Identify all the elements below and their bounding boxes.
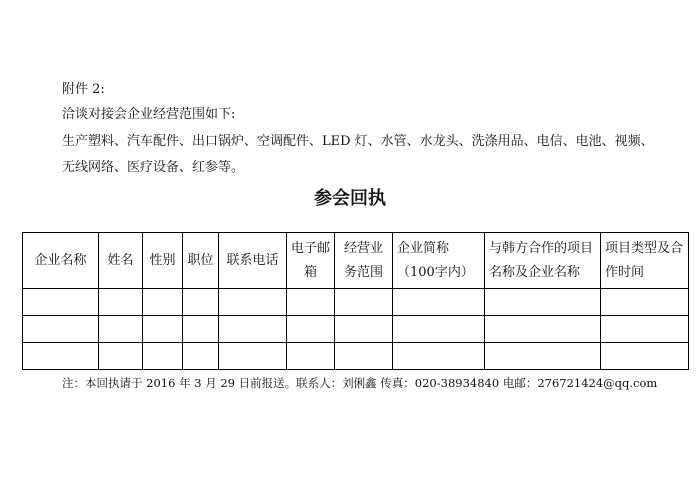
table-row [23, 289, 689, 316]
table-cell[interactable] [393, 343, 485, 370]
header-company-profile: 企业简称（100字内） [393, 233, 485, 289]
table-cell[interactable] [23, 316, 99, 343]
table-cell[interactable] [393, 316, 485, 343]
table-cell[interactable] [485, 289, 601, 316]
header-phone: 联系电话 [219, 233, 287, 289]
receipt-table [22, 232, 689, 370]
attachment-label: 附件 2: [62, 82, 105, 97]
table-cell[interactable] [99, 316, 143, 343]
table-cell[interactable] [335, 316, 393, 343]
table-cell[interactable] [219, 289, 287, 316]
table-cell[interactable] [143, 316, 183, 343]
table-cell[interactable] [485, 343, 601, 370]
header-position: 职位 [183, 233, 219, 289]
table-cell[interactable] [183, 289, 219, 316]
table-cell[interactable] [393, 289, 485, 316]
scope-line-2: 无线网络、医疗设备、红参等。 [62, 160, 245, 175]
table-cell[interactable] [23, 289, 99, 316]
table-cell[interactable] [485, 316, 601, 343]
table-cell[interactable] [601, 343, 689, 370]
table-cell[interactable] [143, 289, 183, 316]
table-cell[interactable] [219, 343, 287, 370]
header-company-name: 企业名称 [23, 233, 99, 289]
header-email: 电子邮箱 [287, 233, 335, 289]
table-cell[interactable] [183, 316, 219, 343]
table-cell[interactable] [601, 316, 689, 343]
header-cooperation-project: 与韩方合作的项目名称及企业名称 [485, 233, 601, 289]
table-cell[interactable] [23, 343, 99, 370]
table-cell[interactable] [335, 343, 393, 370]
header-business-scope: 经营业务范围 [335, 233, 393, 289]
table-cell[interactable] [183, 343, 219, 370]
header-row [23, 233, 689, 289]
footer-note: 注：本回执请于 2016 年 3 月 29 日前报送。联系人：刘俐鑫 传真：020-38934840 电邮：276721424@qq.com [62, 376, 658, 390]
table-row [23, 316, 689, 343]
table-row [23, 343, 689, 370]
table-cell[interactable] [287, 343, 335, 370]
header-name: 姓名 [99, 233, 143, 289]
table-cell[interactable] [143, 343, 183, 370]
table-cell[interactable] [219, 316, 287, 343]
scope-intro: 洽谈对接会企业经营范围如下: [62, 107, 236, 122]
header-project-type: 项目类型及合作时间 [601, 233, 689, 289]
table-cell[interactable] [99, 289, 143, 316]
table-cell[interactable] [335, 289, 393, 316]
form-title: 参会回执 [314, 188, 386, 209]
table-cell[interactable] [287, 316, 335, 343]
table-cell[interactable] [601, 289, 689, 316]
scope-line-1: 生产塑料、汽车配件、出口锅炉、空调配件、LED 灯、水管、水龙头、洗涤用品、电信、电池、视频、 [62, 134, 654, 149]
table-cell[interactable] [99, 343, 143, 370]
header-gender: 性别 [143, 233, 183, 289]
table-cell[interactable] [287, 289, 335, 316]
